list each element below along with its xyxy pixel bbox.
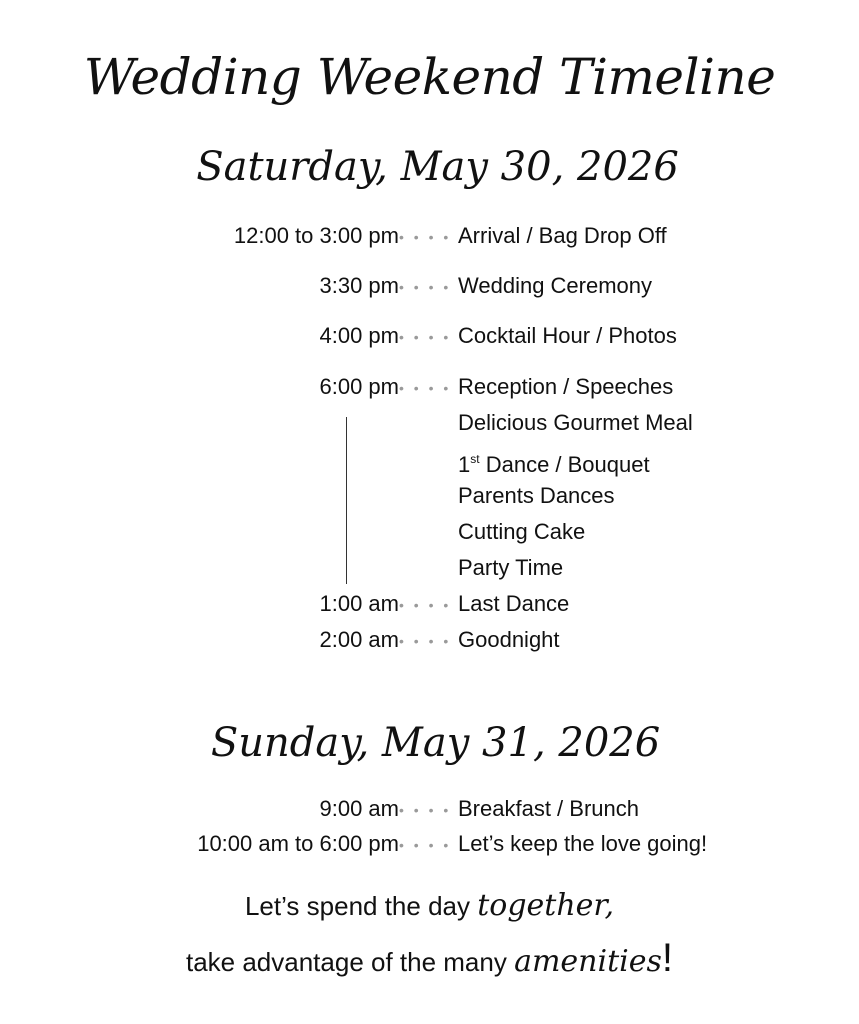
dot-leader: • • • •	[399, 279, 452, 295]
event-time: 1:00 am	[319, 591, 399, 616]
exclamation-mark: !	[661, 936, 674, 980]
saturday-heading: Saturday, May 30, 2026	[196, 144, 679, 190]
first-dance-label: Dance / Bouquet	[479, 452, 650, 477]
timeline-row	[0, 318, 859, 354]
reception-item	[458, 441, 650, 483]
closing-text: Let’s spend the day	[244, 891, 478, 921]
closing-emphasis: together,	[477, 888, 615, 923]
event-time: 6:00 pm	[319, 374, 399, 399]
ordinal-suffix: st	[470, 452, 480, 466]
event-activity: Let’s keep the love going!	[458, 831, 708, 856]
timeline-row	[0, 791, 859, 827]
event-activity: Reception / Speeches	[458, 374, 674, 399]
timeline-row	[0, 369, 859, 405]
reception-item: Cutting Cake	[458, 519, 586, 544]
closing-line-2	[0, 934, 859, 986]
event-time: 4:00 pm	[319, 323, 399, 348]
dot-leader: • • • •	[399, 329, 452, 345]
event-activity: Cocktail Hour / Photos	[458, 323, 677, 348]
timeline-row	[0, 622, 859, 658]
event-time: 12:00 to 3:00 pm	[233, 223, 399, 248]
timeline-row	[0, 586, 859, 622]
reception-duration-line	[346, 417, 347, 584]
event-time: 3:30 pm	[319, 273, 399, 298]
sunday-heading: Sunday, May 31, 2026	[210, 720, 661, 766]
reception-item: Parents Dances	[458, 483, 615, 508]
event-time: 9:00 am	[319, 796, 399, 821]
closing-line-1	[0, 882, 859, 930]
dot-leader: • • • •	[399, 229, 452, 245]
dot-leader: • • • •	[399, 597, 452, 613]
dot-leader: • • • •	[399, 380, 452, 396]
dot-leader: • • • •	[399, 802, 452, 818]
ordinal-number: 1	[458, 452, 471, 477]
dot-leader: • • • •	[399, 633, 452, 649]
event-time: 10:00 am to 6:00 pm	[197, 831, 399, 856]
event-activity: Goodnight	[458, 627, 560, 652]
reception-item: Delicious Gourmet Meal	[458, 410, 693, 435]
event-activity: Breakfast / Brunch	[458, 796, 639, 821]
closing-emphasis: amenities	[514, 944, 662, 979]
timeline-row	[0, 268, 859, 304]
closing-text: take advantage of the many	[185, 947, 515, 977]
reception-item: Party Time	[458, 555, 564, 580]
dot-leader: • • • •	[399, 837, 452, 853]
timeline-row	[0, 826, 859, 862]
event-time: 2:00 am	[319, 627, 399, 652]
event-activity: Arrival / Bag Drop Off	[458, 223, 667, 248]
event-activity: Wedding Ceremony	[458, 273, 653, 298]
event-activity: Last Dance	[458, 591, 570, 616]
timeline-row	[0, 218, 859, 254]
page-title: Wedding Weekend Timeline	[83, 48, 776, 106]
